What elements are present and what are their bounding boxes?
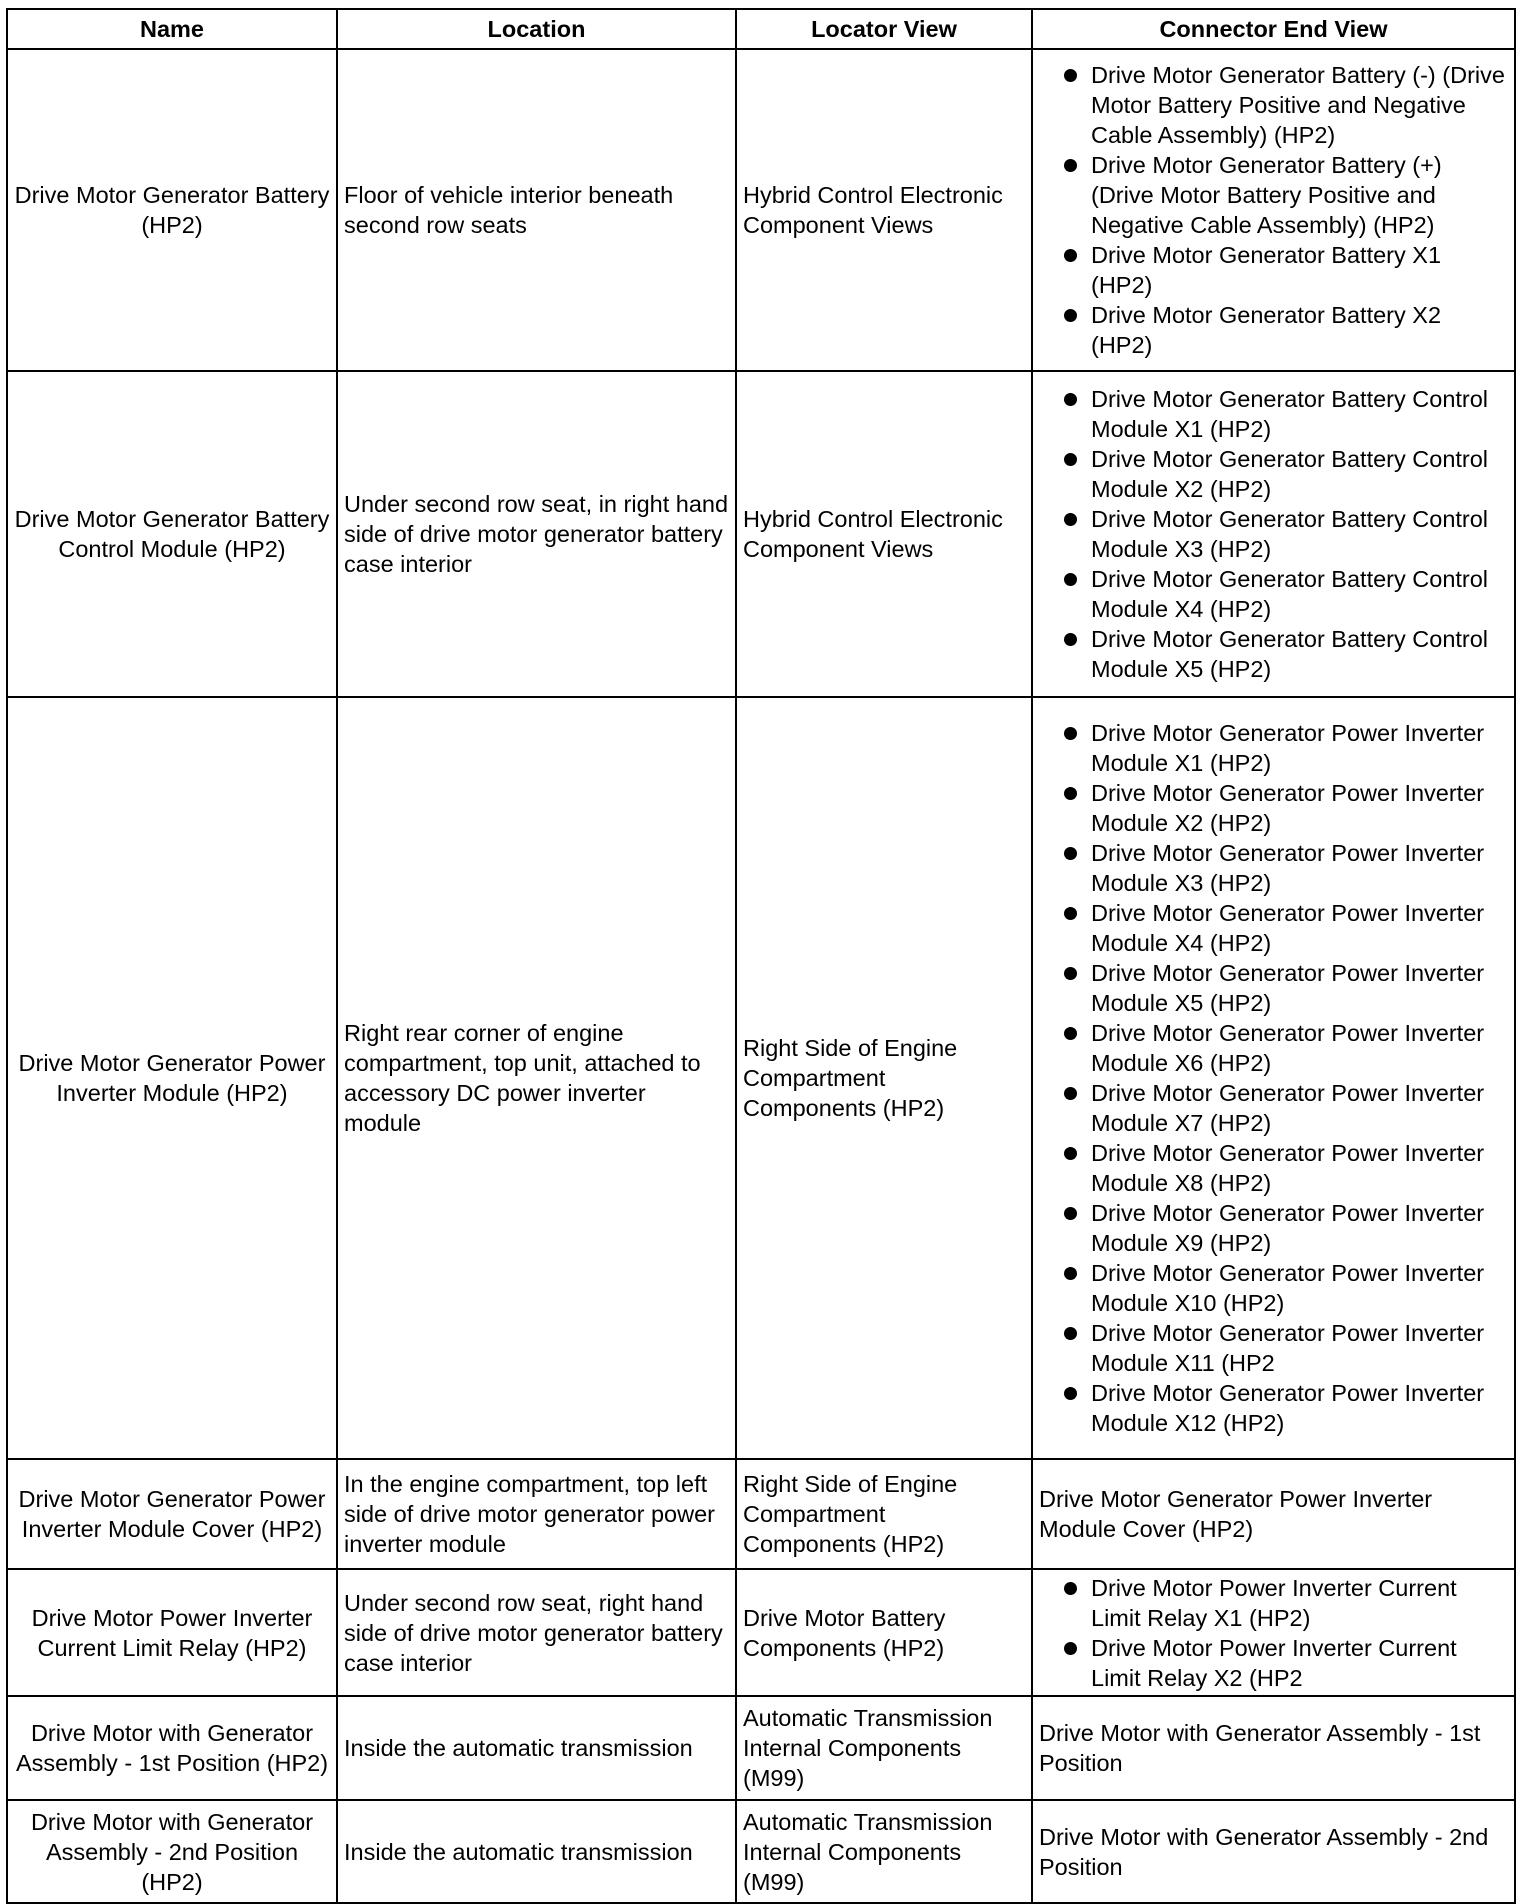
- bullet-icon: [1064, 787, 1077, 800]
- connector-label: Drive Motor Generator Battery Control Module X5 (HP2): [1091, 626, 1489, 682]
- bullet-icon: [1064, 1207, 1077, 1220]
- connector-label: Drive Motor Generator Power Inverter Module X4 (HP2): [1091, 900, 1485, 956]
- header-connector-end-view: Connector End View: [1032, 9, 1515, 49]
- bullet-icon: [1064, 573, 1077, 586]
- connector-item: [1039, 1573, 1508, 1633]
- bullet-icon: [1064, 633, 1077, 646]
- bullet-icon: [1064, 1087, 1077, 1100]
- header-locator-view: Locator View: [736, 9, 1032, 49]
- connector-list: [1039, 1573, 1508, 1693]
- cell-connector-end-view: [1032, 371, 1515, 697]
- header-name: Name: [7, 9, 337, 49]
- cell-location: Under second row seat, in right hand side of drive motor generator battery case interior: [337, 371, 736, 697]
- connector-item: [1039, 1018, 1508, 1078]
- connector-label: Drive Motor Power Inverter Current Limit Relay X2 (HP2: [1091, 1634, 1457, 1691]
- bullet-icon: [1064, 453, 1077, 466]
- cell-name: Drive Motor Generator Battery (HP2): [7, 49, 337, 371]
- cell-locator-view: Automatic Transmission Internal Components (M99): [736, 1696, 1032, 1800]
- connector-item: [1039, 1318, 1508, 1378]
- connector-item: [1039, 778, 1508, 838]
- cell-connector-end-view: Drive Motor with Generator Assembly - 2nd Position: [1032, 1800, 1515, 1903]
- connector-label: Drive Motor Generator Battery (-) (Drive Motor Battery Positive and Negative Cable Assembly) (HP2): [1091, 62, 1505, 148]
- connector-item: [1039, 838, 1508, 898]
- table-row: [7, 1459, 1515, 1569]
- bullet-icon: [1064, 159, 1077, 172]
- bullet-icon: [1064, 513, 1077, 526]
- bullet-icon: [1064, 1267, 1077, 1280]
- connector-label: Drive Motor Generator Power Inverter Module X5 (HP2): [1091, 960, 1485, 1016]
- cell-name: Drive Motor Power Inverter Current Limit Relay (HP2): [7, 1569, 337, 1696]
- cell-location: Inside the automatic transmission: [337, 1696, 736, 1800]
- cell-locator-view: Hybrid Control Electronic Component Views: [736, 371, 1032, 697]
- cell-location: Floor of vehicle interior beneath second row seats: [337, 49, 736, 371]
- component-locator-table: [6, 8, 1516, 1904]
- bullet-icon: [1064, 1642, 1077, 1655]
- bullet-icon: [1064, 1387, 1077, 1400]
- bullet-icon: [1064, 1027, 1077, 1040]
- cell-connector-end-view: [1032, 49, 1515, 371]
- connector-list: [1039, 718, 1508, 1438]
- connector-label: Drive Motor Generator Power Inverter Module X12 (HP2): [1091, 1380, 1485, 1436]
- connector-label: Drive Motor Generator Power Inverter Module X1 (HP2): [1091, 720, 1485, 776]
- connector-item: [1039, 564, 1508, 624]
- connector-label: Drive Motor Power Inverter Current Limit Relay X1 (HP2): [1091, 1574, 1457, 1631]
- connector-item: [1039, 504, 1508, 564]
- connector-label: Drive Motor Generator Battery Control Module X1 (HP2): [1091, 386, 1489, 442]
- cell-connector-end-view: [1032, 1569, 1515, 1696]
- connector-item: [1039, 1078, 1508, 1138]
- table-row: [7, 697, 1515, 1459]
- connector-label: Drive Motor Generator Power Inverter Module X2 (HP2): [1091, 780, 1485, 836]
- connector-label: Drive Motor Generator Battery Control Module X2 (HP2): [1091, 446, 1489, 502]
- connector-label: Drive Motor Generator Power Inverter Module X8 (HP2): [1091, 1140, 1485, 1196]
- connector-item: [1039, 1633, 1508, 1693]
- connector-label: Drive Motor Generator Power Inverter Module X3 (HP2): [1091, 840, 1485, 896]
- bullet-icon: [1064, 727, 1077, 740]
- cell-name: Drive Motor Generator Power Inverter Module (HP2): [7, 697, 337, 1459]
- cell-locator-view: Automatic Transmission Internal Components (M99): [736, 1800, 1032, 1903]
- connector-item: [1039, 958, 1508, 1018]
- bullet-icon: [1064, 1582, 1077, 1595]
- table-row: [7, 1696, 1515, 1800]
- header-row: [7, 9, 1515, 49]
- bullet-icon: [1064, 393, 1077, 406]
- cell-name: Drive Motor with Generator Assembly - 1st Position (HP2): [7, 1696, 337, 1800]
- bullet-icon: [1064, 69, 1077, 82]
- cell-location: Under second row seat, right hand side of drive motor generator battery case interior: [337, 1569, 736, 1696]
- table-row: [7, 1569, 1515, 1696]
- connector-item: [1039, 898, 1508, 958]
- cell-name: Drive Motor Generator Battery Control Module (HP2): [7, 371, 337, 697]
- connector-item: [1039, 624, 1508, 684]
- cell-connector-end-view: [1032, 697, 1515, 1459]
- connector-list: [1039, 384, 1508, 684]
- bullet-icon: [1064, 309, 1077, 322]
- cell-locator-view: Right Side of Engine Compartment Components (HP2): [736, 1459, 1032, 1569]
- cell-locator-view: Right Side of Engine Compartment Components (HP2): [736, 697, 1032, 1459]
- cell-name: Drive Motor Generator Power Inverter Module Cover (HP2): [7, 1459, 337, 1569]
- table-row: [7, 371, 1515, 697]
- cell-location: Right rear corner of engine compartment, top unit, attached to accessory DC power inverter module: [337, 697, 736, 1459]
- connector-label: Drive Motor Generator Battery Control Module X3 (HP2): [1091, 506, 1489, 562]
- table-row: [7, 1800, 1515, 1903]
- table-row: [7, 49, 1515, 371]
- cell-locator-view: Drive Motor Battery Components (HP2): [736, 1569, 1032, 1696]
- connector-item: [1039, 60, 1508, 150]
- connector-label: Drive Motor Generator Battery Control Module X4 (HP2): [1091, 566, 1489, 622]
- connector-item: [1039, 150, 1508, 240]
- connector-label: Drive Motor Generator Power Inverter Module X7 (HP2): [1091, 1080, 1485, 1136]
- connector-label: Drive Motor Generator Battery X2 (HP2): [1091, 302, 1442, 358]
- connector-label: Drive Motor Generator Battery (+) (Drive Motor Battery Positive and Negative Cable Assembly) (HP2): [1091, 152, 1442, 238]
- connector-item: [1039, 240, 1508, 300]
- connector-list: [1039, 60, 1508, 360]
- cell-locator-view: Hybrid Control Electronic Component Views: [736, 49, 1032, 371]
- connector-label: Drive Motor Generator Power Inverter Module X10 (HP2): [1091, 1260, 1485, 1316]
- connector-label: Drive Motor Generator Power Inverter Module X6 (HP2): [1091, 1020, 1485, 1076]
- connector-label: Drive Motor Generator Power Inverter Module X11 (HP2: [1091, 1320, 1485, 1376]
- bullet-icon: [1064, 1327, 1077, 1340]
- header-location: Location: [337, 9, 736, 49]
- cell-name: Drive Motor with Generator Assembly - 2nd Position (HP2): [7, 1800, 337, 1903]
- cell-connector-end-view: Drive Motor Generator Power Inverter Module Cover (HP2): [1032, 1459, 1515, 1569]
- cell-location: In the engine compartment, top left side of drive motor generator power inverter module: [337, 1459, 736, 1569]
- cell-location: Inside the automatic transmission: [337, 1800, 736, 1903]
- connector-label: Drive Motor Generator Battery X1 (HP2): [1091, 242, 1442, 298]
- bullet-icon: [1064, 847, 1077, 860]
- connector-item: [1039, 384, 1508, 444]
- bullet-icon: [1064, 967, 1077, 980]
- connector-item: [1039, 718, 1508, 778]
- connector-item: [1039, 1138, 1508, 1198]
- bullet-icon: [1064, 907, 1077, 920]
- bullet-icon: [1064, 249, 1077, 262]
- connector-item: [1039, 1378, 1508, 1438]
- connector-item: [1039, 444, 1508, 504]
- connector-item: [1039, 300, 1508, 360]
- connector-item: [1039, 1258, 1508, 1318]
- connector-label: Drive Motor Generator Power Inverter Module X9 (HP2): [1091, 1200, 1485, 1256]
- bullet-icon: [1064, 1147, 1077, 1160]
- connector-item: [1039, 1198, 1508, 1258]
- cell-connector-end-view: Drive Motor with Generator Assembly - 1st Position: [1032, 1696, 1515, 1800]
